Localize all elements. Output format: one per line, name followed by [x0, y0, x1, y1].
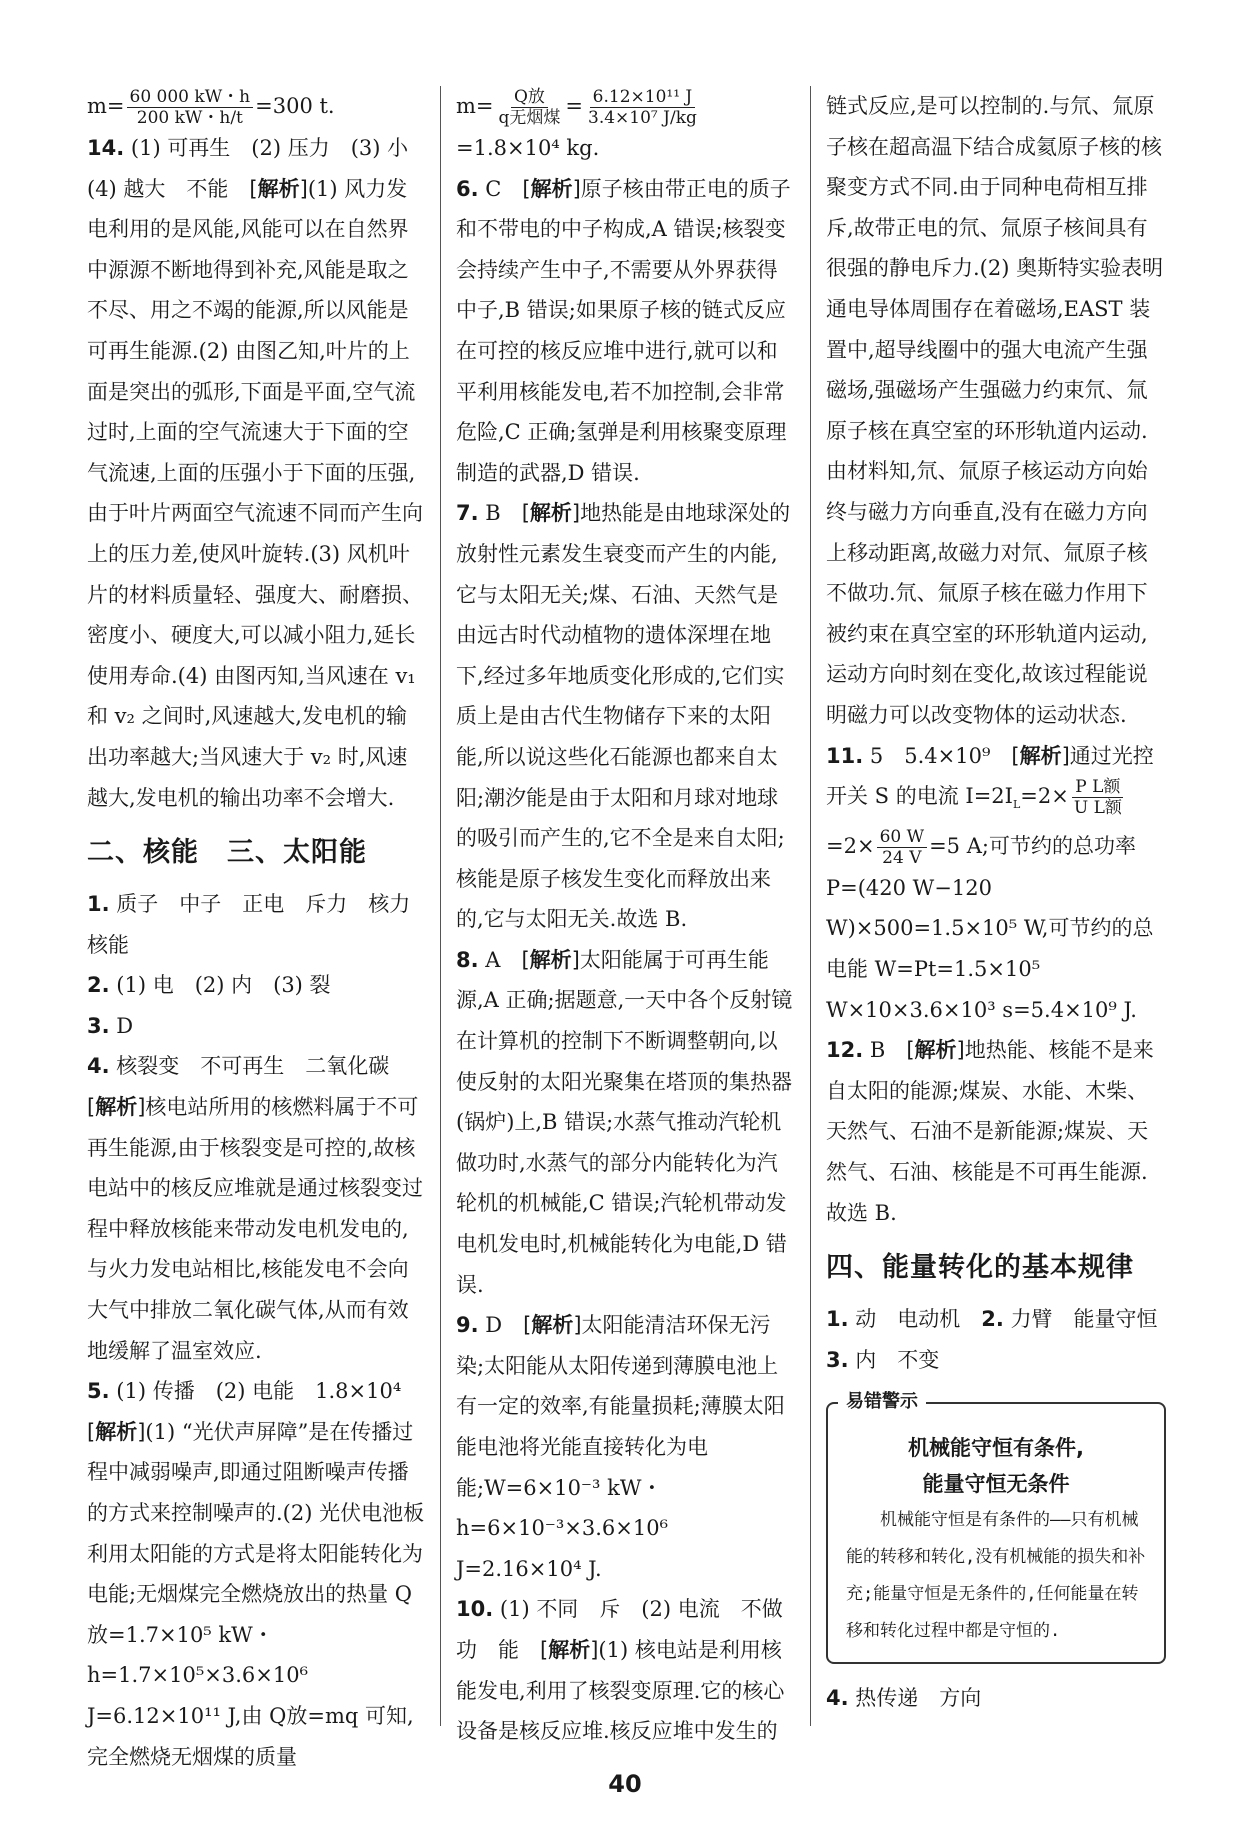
analysis-tag: [ 解析 ]: [521, 948, 579, 972]
question-number: 4.: [826, 1686, 849, 1711]
eq-suffix: =1.8×10⁴ kg.: [456, 136, 600, 160]
analysis-tag: [ 解析 ]: [87, 1095, 145, 1119]
analysis-text: (1) 核电站是利用核能发电,利用了核裂变原理.它的核心设备是核反应堆.核反应堆中发生的: [456, 1637, 785, 1744]
question-8: [456, 940, 796, 1305]
answer-text: 质子 中子 正电 斥力 核力 核能: [87, 892, 432, 957]
answer-text: D: [485, 1313, 503, 1338]
analysis-text: (1) “光伏声屏障”是在传播过程中减弱噪声,即通过阻断噪声传播的方式来控制噪声的.(2) 光伏电池板利用太阳能的方式是将太阳能转化为电能;无烟煤完全燃烧放出的热量 Q放=1.7×10⁵ kW・h=1.7×10⁵×3.6×10⁶ J=6.12×10¹¹ J,由 Q放=mq 可知,完全燃烧无烟煤的质量: [87, 1419, 425, 1769]
analysis-text: 原子核由带正电的质子和不带电的中子构成,A 错误;核裂变会持续产生中子,不需要从外界获得中子,B 错误;如果原子核的链式反应在可控的核反应堆中进行,就可以和平利用核能发电,若不加控制,会非常危险,C 正确;氢弹是利用核聚变原理制造的武器,D 错误.: [456, 176, 791, 485]
column-2: [456, 86, 796, 1752]
mass-equation: [87, 86, 427, 128]
eq-equals: =: [565, 94, 584, 118]
question-number: 2.: [87, 973, 110, 998]
eq-fraction-2: [585, 87, 700, 128]
question-number: 2.: [981, 1307, 1004, 1332]
answer-text: 动 电动机: [855, 1307, 961, 1332]
question-number: 3.: [826, 1347, 849, 1372]
analysis-tag: [ 解析 ]: [522, 501, 580, 525]
question-1: [87, 884, 432, 965]
answer-text: (1) 电 (2) 内 (3) 裂: [116, 973, 331, 998]
question-number: 3.: [87, 1013, 110, 1038]
answer-text: 热传递 方向: [855, 1686, 982, 1711]
answer-text: D: [116, 1013, 134, 1038]
question-14: [87, 128, 430, 818]
question-number: 1.: [826, 1307, 849, 1332]
question-number: 10.: [456, 1597, 494, 1622]
analysis-text: 地热能、核能不是来自太阳的能源;煤炭、水能、木柴、天然气、石油不是新能源;煤炭、天然气、石油、核能是不可再生能源.故选 B.: [826, 1038, 1154, 1225]
eq-suffix: =300 t.: [255, 94, 335, 118]
answer-text: (1) 可再生 (2) 压力 (3) 小 (4) 越大 不能: [87, 136, 430, 201]
question-number: 5.: [87, 1379, 110, 1404]
question-number: 6.: [456, 176, 479, 201]
eq-numerator: 60 W: [877, 827, 928, 848]
analysis-text: 核电站所用的核燃料属于不可再生能源,由于核裂变是可控的,故核电站中的核反应堆就是通过核裂变过程中释放核能来带动发电机发电的,与火力发电站相比,核能发电不会向大气中排放二氧化碳气体,从而有效地缓解了温室效应.: [87, 1095, 423, 1363]
question-4: [87, 1046, 427, 1371]
answer-text: (1) 传播 (2) 电能 1.8×10⁴: [116, 1379, 402, 1404]
answer-text: C: [485, 176, 502, 201]
warning-box: [826, 1391, 1166, 1664]
answer-text: 内 不变: [855, 1347, 940, 1372]
eq-numerator: Q放: [511, 87, 548, 108]
subscript: L: [1012, 798, 1021, 812]
question-6: [456, 169, 796, 494]
warning-box-title-line-2: 能量守恒无条件: [922, 1472, 1070, 1497]
question-number: 4.: [87, 1054, 110, 1079]
question-7: [456, 493, 796, 940]
answer-text: 力臂 能量守恒: [1010, 1307, 1158, 1332]
value-fraction: [877, 827, 928, 868]
analysis-tag: [ 解析 ]: [249, 177, 307, 201]
section-heading: 四、能量转化的基本规律: [826, 1252, 1134, 1284]
eq-fraction: [127, 87, 254, 128]
warning-box-label: 易错警示: [838, 1389, 926, 1415]
question-10-continued: 链式反应,是可以控制的.与氘、氚原子核在超高温下结合成氦原子核的核聚变方式不同.由于同种电荷相互排斥,故带正电的氘、氚原子核间具有很强的静电斥力.(2) 奥斯特实验表明通电导体周围存在着磁场,EAST 装置中,超导线圈中的强大电流产生强磁场,强磁场产生强磁力约束氘、氚原子核在真空室的环形轨道内运动.由材料知,氘、氚原子核运动方向始终与磁力方向垂直,没有在磁力方向上移动距离,故磁力对氘、氚原子核不做功.氘、氚原子核在磁力作用下被约束在真空室的环形轨道内运动,运动方向时刻在变化,故该过程能说明磁力可以改变物体的运动状态.: [826, 94, 1164, 727]
eq-part: =2×: [826, 833, 875, 858]
answer-4: [826, 1678, 1166, 1719]
question-number: 14.: [87, 136, 125, 160]
warning-box-body: 机械能守恒是有条件的——只有机械能的转移和转化,没有机械能的损失和补充;能量守恒是无条件的,任何能量在转移和转化过程中都是守恒的.: [846, 1510, 1146, 1642]
eq-numerator: 6.12×10¹¹ J: [590, 87, 696, 108]
question-2: [87, 965, 427, 1006]
answer-text: A: [485, 947, 501, 972]
eq-numerator: P L额: [1072, 777, 1123, 798]
analysis-text: 太阳能清洁环保无污染;太阳能从太阳传递到薄膜电池上有一定的效率,有能量损耗;薄膜太阳能电池将光能直接转化为电能;W=6×10⁻³ kW・h=6×10⁻³×3.6×10⁶ J=2.16×10⁴ J.: [456, 1313, 785, 1581]
answer-text: 核裂变 不可再生 二氧化碳: [116, 1054, 390, 1079]
analysis-tag: [ 解析 ]: [87, 1420, 145, 1444]
question-9: [456, 1305, 796, 1589]
question-number: 1.: [87, 892, 110, 917]
question-number: 8.: [456, 947, 479, 972]
analysis-text: =5 A;可节约的总功率 P=(420 W−120 W)×500=1.5×10⁵ W,可节约的总电能 W=Pt=1.5×10⁵ W×10×3.6×10³ s=5.4×10⁹ J.: [826, 833, 1154, 1022]
answer-text: (1) 不同 斥 (2) 电流 不做功 能: [456, 1597, 783, 1662]
column-divider-right: [810, 86, 811, 1726]
eq-denominator: U L额: [1073, 798, 1122, 819]
analysis-tag: [ 解析 ]: [540, 1638, 598, 1662]
eq-denominator: 200 kW・h/t: [136, 108, 243, 128]
question-11: [826, 736, 1166, 1031]
eq-numerator: 60 000 kW・h: [127, 87, 254, 108]
power-fraction: [1071, 777, 1125, 818]
analysis-tag: [ 解析 ]: [1011, 744, 1069, 768]
column-1: [87, 86, 432, 1777]
analysis-tag: [ 解析 ]: [522, 177, 580, 201]
eq-prefix: m=: [456, 94, 494, 118]
question-12: [826, 1030, 1166, 1233]
eq-part: =2×: [1020, 784, 1069, 809]
coal-mass-equation: [456, 86, 796, 169]
analysis-text: 通过光控开关 S 的电流 I=2I: [826, 743, 1154, 809]
analysis-text: (1) 风力发电利用的是风能,风能可以在自然界中源源不断地得到补充,风能是取之不尽、用之不竭的能源,所以风能是可再生能源.(2) 由图乙知,叶片的上面是突出的弧形,下面是平面,空气流过时,上面的空气流速大于下面的空气流速,上面的压强小于下面的压强,由于叶片两面空气流速不同而产生向上的压力差,使风叶旋转.(3) 风机叶片的材料质量轻、强度大、耐磨损、密度小、硬度大,可以减小阻力,延长使用寿命.(4) 由图丙知,当风速在 v₁ 和 v₂ 之间时,风速越大,发电机的输出功率越大;当风速大于 v₂ 时,风速越大,发电机的输出功率不会增大.: [87, 176, 423, 810]
warning-box-title-line-1: 机械能守恒有条件,: [908, 1436, 1084, 1461]
question-number: 11.: [826, 743, 864, 768]
eq-denominator: 3.4×10⁷ J/kg: [588, 108, 697, 128]
question-number: 7.: [456, 501, 479, 526]
question-number: 9.: [456, 1313, 479, 1338]
question-10: [456, 1589, 796, 1751]
column-3: [826, 86, 1166, 1719]
analysis-tag: [ 解析 ]: [906, 1038, 964, 1062]
analysis-text: 太阳能属于可再生能源,A 正确;据题意,一天中各个反射镜在计算机的控制下不断调整朝向,以使反射的太阳光聚集在塔顶的集热器(锅炉)上,B 错误;水蒸气推动汽轮机做功时,水蒸气的部分内能转化为汽轮机的机械能,C 错误;汽轮机带动发电机发电时,机械能转化为电能,D 错误.: [456, 947, 793, 1297]
eq-fraction-1: [496, 87, 564, 128]
eq-denominator: q无烟煤: [498, 108, 561, 128]
answer-3: [826, 1340, 1166, 1381]
section-heading: 二、核能 三、太阳能: [87, 837, 367, 869]
answers-1-2: [826, 1299, 1166, 1340]
answer-text: B: [869, 1038, 886, 1063]
column-divider-left: [440, 86, 441, 1726]
eq-denominator: 24 V: [882, 847, 922, 868]
answer-text: B: [485, 501, 501, 526]
analysis-text: 地热能是由地球深处的放射性元素发生衰变而产生的内能,它与太阳无关;煤、石油、天然气是由远古时代动植物的遗体深埋在地下,经过多年地质变化形成的,它们实质上是由古代生物储存下来的太阳能,所以说这些化石能源也都来自太阳;潮汐能是由于太阳和月球对地球的吸引而产生的,它不全是来自太阳;核能是原子核发生变化而释放出来的,它与太阳无关.故选 B.: [456, 501, 791, 932]
analysis-tag: [ 解析 ]: [523, 1313, 581, 1337]
question-number: 12.: [826, 1038, 864, 1063]
question-3: [87, 1006, 427, 1047]
page-number: 40: [608, 1770, 642, 1798]
answer-text: 5 5.4×10⁹: [869, 743, 991, 768]
question-5: [87, 1371, 427, 1777]
eq-prefix: m=: [87, 94, 125, 118]
